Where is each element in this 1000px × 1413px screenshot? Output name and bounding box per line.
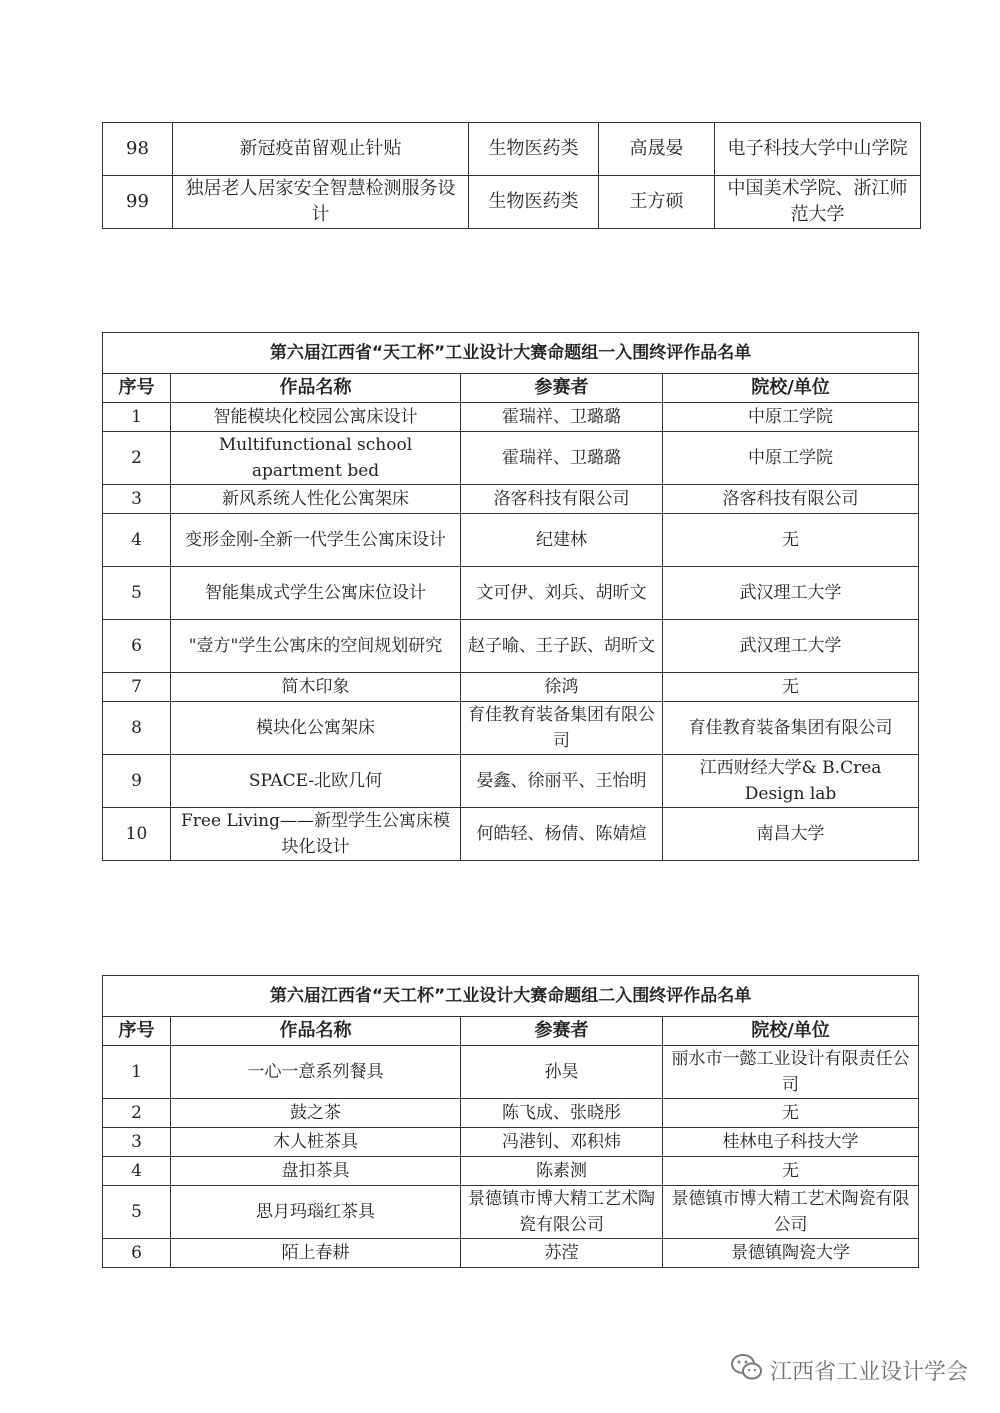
cell-author: 景德镇市博大精工艺术陶瓷有限公司 (461, 1186, 663, 1239)
cell-no: 99 (103, 176, 173, 229)
cell-no: 5 (103, 1186, 171, 1239)
cell-author: 苏滢 (461, 1239, 663, 1268)
cell-name: 模块化公寓架床 (171, 702, 461, 755)
cell-org: 无 (663, 514, 919, 567)
header-name: 作品名称 (171, 1017, 461, 1046)
table-row (103, 403, 919, 432)
header-author: 参赛者 (461, 374, 663, 403)
cell-org: 无 (663, 1099, 919, 1128)
cell-no: 4 (103, 514, 171, 567)
watermark-text: 江西省工业设计学会 (769, 1359, 968, 1385)
cell-no: 98 (103, 123, 173, 176)
cell-name: 陌上春耕 (171, 1239, 461, 1268)
cell-author: 霍瑞祥、卫璐璐 (461, 403, 663, 432)
table-group2 (102, 975, 919, 1268)
cell-name: Multifunctional school apartment bed (171, 432, 461, 485)
cell-name: 盘扣茶具 (171, 1157, 461, 1186)
cell-no: 2 (103, 1099, 171, 1128)
cell-org: 景德镇市博大精工艺术陶瓷有限公司 (663, 1186, 919, 1239)
cell-author: 孙昊 (461, 1046, 663, 1099)
table-row (103, 1046, 919, 1099)
cell-no: 7 (103, 673, 171, 702)
cell-org: 南昌大学 (663, 808, 919, 861)
cell-org: 丽水市一懿工业设计有限责任公司 (663, 1046, 919, 1099)
watermark (730, 1352, 968, 1388)
cell-name: Free Living——新型学生公寓床模块化设计 (171, 808, 461, 861)
cell-name: 变形金刚-全新一代学生公寓床设计 (171, 514, 461, 567)
cell-author: 赵子喻、王子跃、胡昕文 (461, 620, 663, 673)
cell-no: 6 (103, 620, 171, 673)
table-row (103, 176, 921, 229)
table-row (103, 432, 919, 485)
table-row (103, 1099, 919, 1128)
cell-author: 陈飞成、张晓彤 (461, 1099, 663, 1128)
table-row (103, 485, 919, 514)
header-no: 序号 (103, 374, 171, 403)
table-group1 (102, 332, 919, 861)
cell-author: 王方硕 (599, 176, 715, 229)
cell-author: 文可伊、刘兵、胡昕文 (461, 567, 663, 620)
cell-no: 1 (103, 403, 171, 432)
table-row (103, 620, 919, 673)
cell-author: 徐鸿 (461, 673, 663, 702)
cell-no: 8 (103, 702, 171, 755)
cell-org: 中原工学院 (663, 432, 919, 485)
cell-org: 武汉理工大学 (663, 620, 919, 673)
table-row (103, 808, 919, 861)
table-row (103, 567, 919, 620)
cell-author: 何皓轻、杨倩、陈婧煊 (461, 808, 663, 861)
cell-org: 武汉理工大学 (663, 567, 919, 620)
table-row (103, 1128, 919, 1157)
table-row (103, 702, 919, 755)
table-row (103, 1186, 919, 1239)
cell-author: 纪建林 (461, 514, 663, 567)
cell-no: 9 (103, 755, 171, 808)
cell-org: 洛客科技有限公司 (663, 485, 919, 514)
table-row (103, 755, 919, 808)
cell-author: 冯港钊、邓积炜 (461, 1128, 663, 1157)
cell-no: 10 (103, 808, 171, 861)
cell-name: 思月玛瑙红茶具 (171, 1186, 461, 1239)
cell-author: 育佳教育装备集团有限公司 (461, 702, 663, 755)
table-title: 第六届江西省“天工杯”工业设计大赛命题组二入围终评作品名单 (103, 976, 919, 1017)
cell-name: 一心一意系列餐具 (171, 1046, 461, 1099)
cell-name: SPACE-北欧几何 (171, 755, 461, 808)
cell-org: 景德镇陶瓷大学 (663, 1239, 919, 1268)
cell-author: 洛客科技有限公司 (461, 485, 663, 514)
table-row (103, 123, 921, 176)
cell-name: 新冠疫苗留观止针贴 (173, 123, 469, 176)
cell-org: 中原工学院 (663, 403, 919, 432)
cell-name: "壹方"学生公寓床的空间规划研究 (171, 620, 461, 673)
cell-org: 无 (663, 673, 919, 702)
table-continued (102, 122, 921, 229)
cell-no: 5 (103, 567, 171, 620)
cell-no: 2 (103, 432, 171, 485)
cell-name: 独居老人居家安全智慧检测服务设计 (173, 176, 469, 229)
header-no: 序号 (103, 1017, 171, 1046)
cell-author: 霍瑞祥、卫璐璐 (461, 432, 663, 485)
header-author: 参赛者 (461, 1017, 663, 1046)
cell-org: 育佳教育装备集团有限公司 (663, 702, 919, 755)
cell-no: 6 (103, 1239, 171, 1268)
cell-no: 3 (103, 485, 171, 514)
table-row (103, 1157, 919, 1186)
cell-org: 电子科技大学中山学院 (715, 123, 921, 176)
cell-name: 木人桩茶具 (171, 1128, 461, 1157)
cell-name: 智能模块化校园公寓床设计 (171, 403, 461, 432)
cell-no: 1 (103, 1046, 171, 1099)
cell-no: 4 (103, 1157, 171, 1186)
cell-author: 晏鑫、徐丽平、王怡明 (461, 755, 663, 808)
cell-name: 鼓之茶 (171, 1099, 461, 1128)
cell-category: 生物医药类 (469, 123, 599, 176)
cell-org: 江西财经大学& B.Crea Design lab (663, 755, 919, 808)
cell-org: 中国美术学院、浙江师范大学 (715, 176, 921, 229)
wechat-icon (730, 1352, 764, 1388)
cell-category: 生物医药类 (469, 176, 599, 229)
cell-author: 高晟晏 (599, 123, 715, 176)
cell-no: 3 (103, 1128, 171, 1157)
table-row (103, 1239, 919, 1268)
table-row (103, 514, 919, 567)
table-title: 第六届江西省“天工杯”工业设计大赛命题组一入围终评作品名单 (103, 333, 919, 374)
cell-name: 智能集成式学生公寓床位设计 (171, 567, 461, 620)
cell-org: 桂林电子科技大学 (663, 1128, 919, 1157)
header-name: 作品名称 (171, 374, 461, 403)
table-row (103, 673, 919, 702)
cell-org: 无 (663, 1157, 919, 1186)
cell-name: 简木印象 (171, 673, 461, 702)
cell-author: 陈素测 (461, 1157, 663, 1186)
cell-name: 新风系统人性化公寓架床 (171, 485, 461, 514)
header-org: 院校/单位 (663, 374, 919, 403)
header-org: 院校/单位 (663, 1017, 919, 1046)
